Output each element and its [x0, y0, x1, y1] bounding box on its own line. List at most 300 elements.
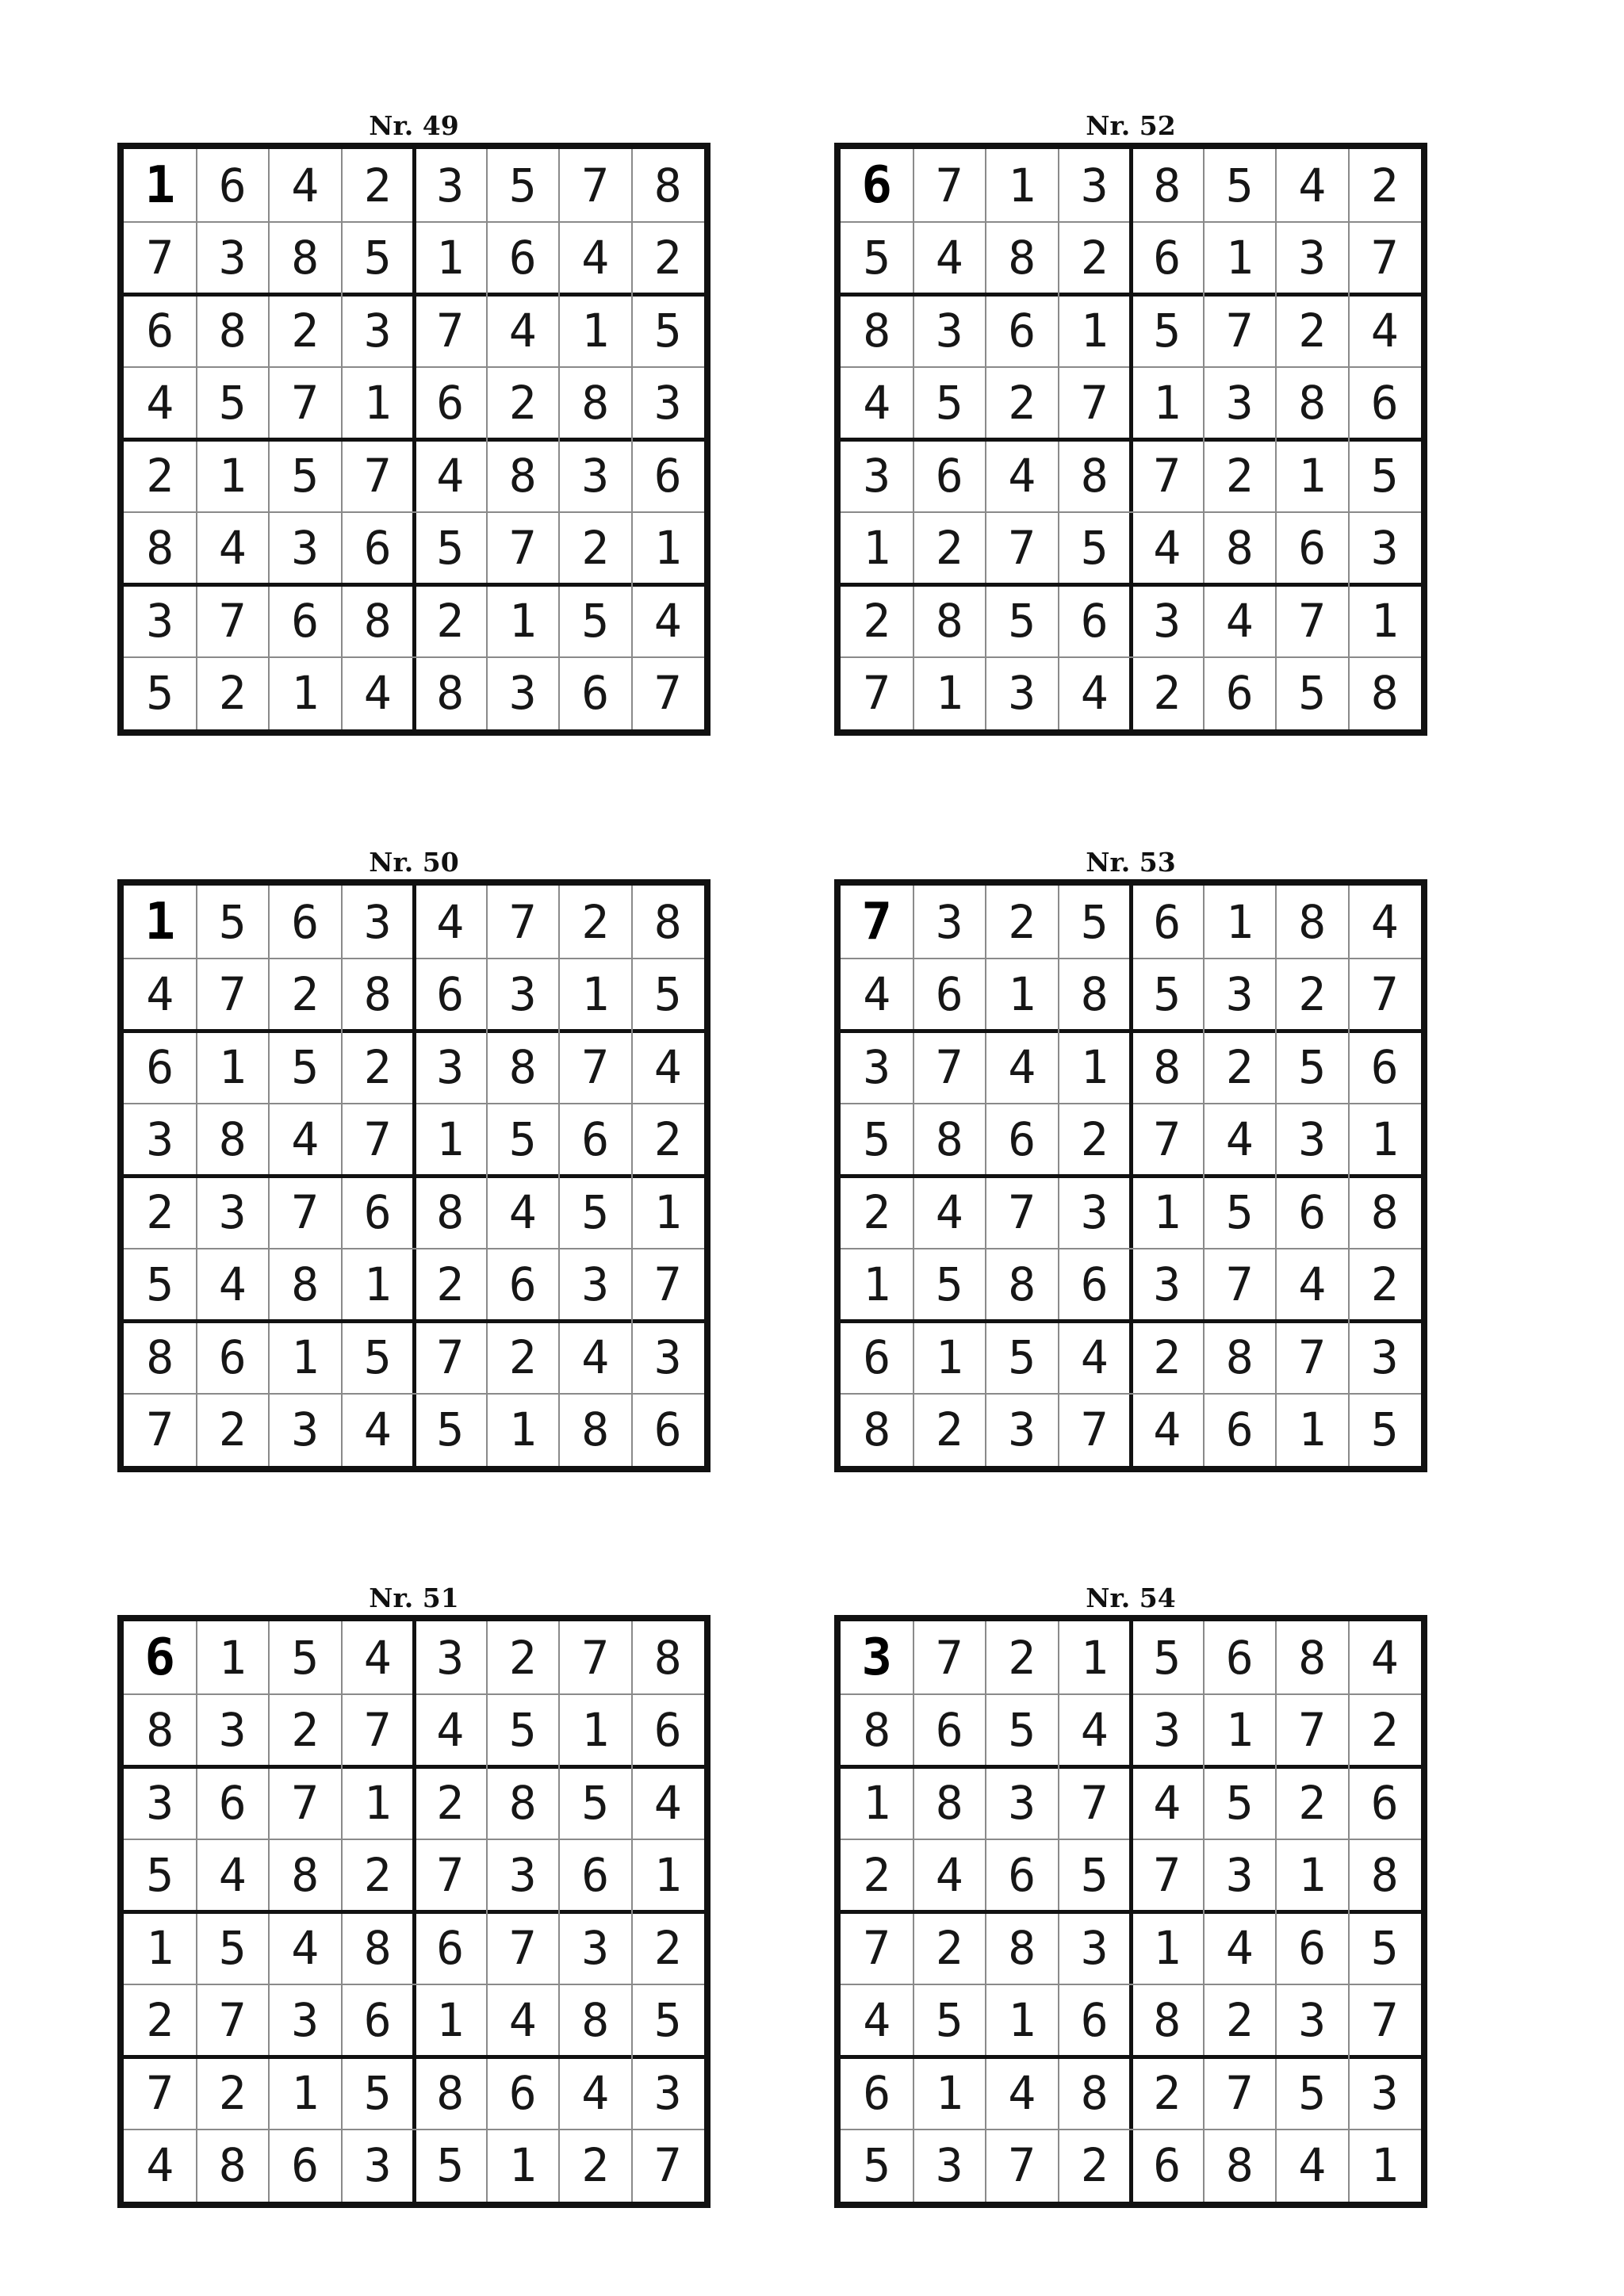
sudoku-cell: 7 [581, 1630, 610, 1685]
sudoku-cell: 1 [1008, 1993, 1036, 2048]
sudoku-cell: 8 [1298, 894, 1327, 949]
sudoku-cell: 8 [1080, 448, 1109, 503]
sudoku-cell: 3 [363, 894, 392, 949]
sudoku-cell: 1 [146, 1920, 174, 1975]
sudoku-cell: 4 [1153, 1402, 1182, 1457]
sudoku-cell: 8 [1370, 1848, 1399, 1903]
puzzle-nr-49 [117, 110, 710, 736]
sudoku-cell: 5 [863, 2138, 891, 2193]
sudoku-cell: 5 [653, 967, 682, 1022]
sudoku-cell: 4 [1370, 1630, 1399, 1685]
sudoku-cell: 6 [146, 303, 174, 358]
sudoku-cell: 5 [218, 894, 247, 949]
sudoku-cell: 6 [508, 231, 537, 285]
sudoku-cell: 3 [436, 1630, 465, 1685]
sudoku-cell: 5 [218, 376, 247, 430]
sudoku-cell: 8 [581, 1402, 610, 1457]
sudoku-cell: 6 [1370, 376, 1399, 430]
sudoku-cell: 5 [581, 1775, 610, 1830]
sudoku-cell: 3 [1225, 1848, 1254, 1903]
sudoku-cell: 8 [1298, 1630, 1327, 1685]
sudoku-cell: 1 [1153, 1920, 1182, 1975]
sudoku-cell: 6 [1008, 303, 1036, 358]
sudoku-cell: 7 [291, 1184, 320, 1239]
sudoku-cell: 6 [1298, 521, 1327, 576]
sudoku-cell: 1 [581, 967, 610, 1022]
sudoku-cell: 3 [218, 1703, 247, 1758]
sudoku-cell: 5 [1080, 521, 1109, 576]
sudoku-cell: 4 [291, 158, 320, 212]
sudoku-cell: 8 [653, 1630, 682, 1685]
sudoku-cell: 2 [146, 448, 174, 503]
sudoku-cell: 2 [1008, 894, 1036, 949]
sudoku-cell: 8 [291, 231, 320, 285]
puzzle-title: Nr. 51 [369, 1582, 459, 1613]
sudoku-cell: 1 [291, 2065, 320, 2120]
sudoku-cell: 1 [1298, 1402, 1327, 1457]
sudoku-cell: 6 [1370, 1039, 1399, 1094]
sudoku-cell: 8 [1080, 967, 1109, 1022]
sudoku-cell: 1 [1370, 593, 1399, 648]
sudoku-cell: 6 [1008, 1848, 1036, 1903]
sudoku-cell: 4 [653, 1775, 682, 1830]
sudoku-cell: 2 [363, 1848, 392, 1903]
sudoku-cell: 4 [1298, 1257, 1327, 1312]
puzzle-title: Nr. 49 [369, 110, 459, 141]
sudoku-cell: 1 [581, 303, 610, 358]
sudoku-cell: 2 [1153, 666, 1182, 721]
puzzle-title: Nr. 53 [1086, 847, 1176, 878]
sudoku-cell: 6 [218, 1330, 247, 1384]
sudoku-cell: 6 [218, 158, 247, 212]
sudoku-cell: 8 [1370, 1184, 1399, 1239]
sudoku-cell: 5 [291, 448, 320, 503]
sudoku-cell: 6 [935, 967, 963, 1022]
sudoku-cell: 4 [436, 894, 465, 949]
sudoku-cell: 2 [146, 1184, 174, 1239]
sudoku-cell: 5 [1298, 666, 1327, 721]
sudoku-cell: 7 [363, 1112, 392, 1167]
sudoku-cell: 1 [508, 1402, 537, 1457]
sudoku-cell: 7 [653, 2138, 682, 2193]
sudoku-cell: 6 [363, 1184, 392, 1239]
sudoku-cell: 7 [1370, 231, 1399, 285]
sudoku-cell: 3 [935, 894, 963, 949]
sudoku-cell: 6 [1225, 1402, 1254, 1457]
sudoku-cell: 5 [218, 1920, 247, 1975]
sudoku-cell: 6 [863, 2065, 891, 2120]
sudoku-cell: 7 [218, 967, 247, 1022]
sudoku-cell: 3 [1370, 1330, 1399, 1384]
sudoku-cell: 8 [291, 1848, 320, 1903]
sudoku-cell: 1 [144, 892, 176, 951]
sudoku-cell: 3 [1008, 1402, 1036, 1457]
sudoku-cell: 5 [581, 1184, 610, 1239]
puzzle-title: Nr. 50 [369, 847, 459, 878]
sudoku-cell: 5 [1153, 967, 1182, 1022]
sudoku-cell: 6 [1370, 1775, 1399, 1830]
sudoku-cell: 5 [508, 1703, 537, 1758]
sudoku-cell: 1 [935, 666, 963, 721]
sudoku-cell: 8 [935, 1112, 963, 1167]
sudoku-cell: 4 [1153, 1775, 1182, 1830]
sudoku-cell: 4 [653, 593, 682, 648]
sudoku-cell: 6 [1008, 1112, 1036, 1167]
sudoku-cell: 7 [1153, 1848, 1182, 1903]
sudoku-cell: 5 [363, 1330, 392, 1384]
sudoku-cell: 1 [863, 521, 891, 576]
sudoku-cell: 4 [581, 1330, 610, 1384]
sudoku-grid [117, 1615, 710, 2208]
sudoku-cell: 6 [1080, 1993, 1109, 2048]
sudoku-cell: 8 [218, 303, 247, 358]
sudoku-cell: 2 [291, 303, 320, 358]
sudoku-cell: 4 [1080, 1330, 1109, 1384]
sudoku-cell: 8 [1008, 1920, 1036, 1975]
sudoku-cell: 3 [291, 1993, 320, 2048]
sudoku-cell: 1 [935, 2065, 963, 2120]
sudoku-cell: 1 [291, 666, 320, 721]
sudoku-cell: 4 [218, 1257, 247, 1312]
sudoku-cell: 3 [1080, 1920, 1109, 1975]
sudoku-cell: 5 [863, 1112, 891, 1167]
sudoku-cell: 6 [508, 1257, 537, 1312]
sudoku-cell: 6 [1225, 666, 1254, 721]
sudoku-cell: 8 [863, 1402, 891, 1457]
sudoku-cell: 2 [1298, 1775, 1327, 1830]
sudoku-cell: 3 [363, 2138, 392, 2193]
sudoku-cell: 7 [581, 1039, 610, 1094]
sudoku-cell: 2 [581, 2138, 610, 2193]
sudoku-grid [117, 879, 710, 1472]
sudoku-cell: 6 [1080, 1257, 1109, 1312]
sudoku-cell: 2 [363, 1039, 392, 1094]
sudoku-cell: 6 [581, 1112, 610, 1167]
sudoku-cell: 4 [1080, 1703, 1109, 1758]
sudoku-cell: 1 [1370, 1112, 1399, 1167]
sudoku-cell: 6 [863, 1330, 891, 1384]
sudoku-cell: 1 [1153, 376, 1182, 430]
sudoku-cell: 1 [1008, 158, 1036, 212]
sudoku-cell: 7 [1370, 967, 1399, 1022]
sudoku-cell: 8 [1153, 1993, 1182, 2048]
sudoku-cell: 3 [1008, 1775, 1036, 1830]
sudoku-cell: 4 [1153, 521, 1182, 576]
sudoku-cell: 7 [1080, 1402, 1109, 1457]
sudoku-cell: 6 [291, 2138, 320, 2193]
sudoku-cell: 3 [508, 666, 537, 721]
sudoku-cell: 1 [1298, 448, 1327, 503]
sudoku-cell: 2 [653, 1920, 682, 1975]
sudoku-grid [834, 143, 1427, 736]
sudoku-cell: 3 [218, 231, 247, 285]
sudoku-cell: 2 [935, 1920, 963, 1975]
sudoku-cell: 3 [1153, 593, 1182, 648]
sudoku-cell: 2 [863, 1184, 891, 1239]
sudoku-cell: 6 [218, 1775, 247, 1830]
sudoku-cell: 1 [363, 1257, 392, 1312]
sudoku-cell: 2 [935, 521, 963, 576]
sudoku-cell: 6 [935, 448, 963, 503]
sudoku-cell: 7 [363, 1703, 392, 1758]
sudoku-cell: 2 [218, 2065, 247, 2120]
sudoku-cell: 7 [935, 1630, 963, 1685]
sudoku-cell: 3 [291, 1402, 320, 1457]
sudoku-cell: 7 [863, 666, 891, 721]
sudoku-cell: 3 [218, 1184, 247, 1239]
sudoku-cell: 6 [581, 1848, 610, 1903]
sudoku-cell: 6 [581, 666, 610, 721]
sudoku-cell: 7 [935, 158, 963, 212]
sudoku-cell: 2 [1008, 376, 1036, 430]
sudoku-cell: 2 [508, 1630, 537, 1685]
sudoku-cell: 6 [653, 1402, 682, 1457]
puzzle-nr-53 [834, 847, 1427, 1472]
sudoku-cell: 8 [1153, 158, 1182, 212]
sudoku-cell: 1 [1080, 1630, 1109, 1685]
sudoku-cell: 2 [1225, 448, 1254, 503]
sudoku-cell: 8 [291, 1257, 320, 1312]
sudoku-cell: 2 [863, 1848, 891, 1903]
sudoku-cell: 8 [653, 158, 682, 212]
sudoku-cell: 2 [436, 593, 465, 648]
sudoku-cell: 1 [1225, 1703, 1254, 1758]
sudoku-cell: 2 [1153, 1330, 1182, 1384]
sudoku-cell: 8 [508, 1775, 537, 1830]
sudoku-cell: 3 [653, 376, 682, 430]
sudoku-cell: 8 [436, 666, 465, 721]
sudoku-cell: 3 [935, 2138, 963, 2193]
sudoku-cell: 5 [436, 521, 465, 576]
sudoku-cell: 5 [935, 1993, 963, 2048]
sudoku-cell: 6 [653, 1703, 682, 1758]
sudoku-cell: 5 [1225, 1184, 1254, 1239]
puzzle-title: Nr. 52 [1086, 110, 1176, 141]
sudoku-cell: 2 [1225, 1993, 1254, 2048]
puzzle-nr-50 [117, 847, 710, 1472]
sudoku-cell: 8 [146, 1703, 174, 1758]
sudoku-cell: 4 [1008, 448, 1036, 503]
sudoku-cell: 5 [146, 1848, 174, 1903]
sudoku-cell: 7 [146, 2065, 174, 2120]
sudoku-cell: 1 [218, 448, 247, 503]
sudoku-cell: 2 [1008, 1630, 1036, 1685]
sudoku-cell: 8 [363, 967, 392, 1022]
sudoku-cell: 6 [508, 2065, 537, 2120]
sudoku-cell: 8 [581, 376, 610, 430]
sudoku-cell: 5 [935, 1257, 963, 1312]
sudoku-cell: 6 [363, 521, 392, 576]
sudoku-cell: 5 [1008, 1330, 1036, 1384]
sudoku-cell: 5 [1153, 1630, 1182, 1685]
sudoku-cell: 2 [581, 521, 610, 576]
sudoku-cell: 5 [1370, 448, 1399, 503]
sudoku-cell: 1 [508, 593, 537, 648]
sudoku-cell: 3 [291, 521, 320, 576]
sudoku-cell: 4 [436, 1703, 465, 1758]
sudoku-cell: 2 [1298, 967, 1327, 1022]
sudoku-cell: 3 [653, 1330, 682, 1384]
sudoku-cell: 7 [218, 593, 247, 648]
sudoku-cell: 6 [1153, 231, 1182, 285]
sudoku-cell: 5 [1370, 1920, 1399, 1975]
sudoku-cell: 7 [1153, 448, 1182, 503]
sudoku-cell: 1 [653, 521, 682, 576]
sudoku-cell: 3 [1225, 967, 1254, 1022]
sudoku-cell: 7 [1298, 1703, 1327, 1758]
sudoku-cell: 4 [291, 1920, 320, 1975]
sudoku-cell: 6 [1298, 1920, 1327, 1975]
sudoku-cell: 2 [653, 1112, 682, 1167]
sudoku-cell: 1 [436, 1112, 465, 1167]
sudoku-cell: 7 [1080, 376, 1109, 430]
sudoku-cell: 5 [1008, 593, 1036, 648]
sudoku-cell: 1 [1080, 1039, 1109, 1094]
sudoku-cell: 3 [436, 1039, 465, 1094]
sudoku-cell: 6 [653, 448, 682, 503]
sudoku-cell: 8 [863, 1703, 891, 1758]
sudoku-cell: 4 [863, 1993, 891, 2048]
sudoku-cell: 3 [146, 1112, 174, 1167]
sudoku-cell: 3 [1153, 1257, 1182, 1312]
sudoku-cell: 3 [1298, 231, 1327, 285]
sudoku-cell: 4 [935, 231, 963, 285]
sudoku-cell: 3 [1370, 521, 1399, 576]
sudoku-cell: 4 [863, 967, 891, 1022]
sudoku-cell: 2 [218, 666, 247, 721]
sudoku-cell: 6 [861, 155, 893, 215]
sudoku-cell: 5 [436, 1402, 465, 1457]
sudoku-cell: 5 [1080, 1848, 1109, 1903]
sudoku-cell: 3 [508, 1848, 537, 1903]
sudoku-cell: 1 [436, 231, 465, 285]
sudoku-cell: 3 [861, 1628, 893, 1687]
sudoku-cell: 3 [935, 303, 963, 358]
sudoku-cell: 3 [146, 1775, 174, 1830]
sudoku-cell: 4 [581, 231, 610, 285]
sudoku-cell: 3 [1298, 1112, 1327, 1167]
sudoku-cell: 6 [436, 376, 465, 430]
sudoku-cell: 2 [508, 1330, 537, 1384]
sudoku-cell: 4 [863, 376, 891, 430]
sudoku-cell: 2 [935, 1402, 963, 1457]
sudoku-cell: 7 [146, 231, 174, 285]
sudoku-cell: 4 [1370, 303, 1399, 358]
sudoku-cell: 8 [653, 894, 682, 949]
sudoku-cell: 5 [1370, 1402, 1399, 1457]
sudoku-cell: 6 [291, 894, 320, 949]
sudoku-cell: 8 [146, 1330, 174, 1384]
sudoku-cell: 2 [291, 967, 320, 1022]
sudoku-cell: 7 [291, 376, 320, 430]
sudoku-cell: 3 [581, 448, 610, 503]
sudoku-cell: 8 [508, 448, 537, 503]
sudoku-cell: 3 [581, 1920, 610, 1975]
sudoku-cell: 5 [146, 666, 174, 721]
sudoku-cell: 3 [863, 448, 891, 503]
sudoku-cell: 8 [363, 1920, 392, 1975]
sudoku-cell: 6 [436, 967, 465, 1022]
sudoku-cell: 7 [1008, 521, 1036, 576]
sudoku-cell: 7 [436, 303, 465, 358]
sudoku-cell: 4 [1225, 1112, 1254, 1167]
sudoku-cell: 1 [1225, 894, 1254, 949]
sudoku-cell: 7 [935, 1039, 963, 1094]
sudoku-cell: 8 [508, 1039, 537, 1094]
sudoku-cell: 7 [218, 1993, 247, 2048]
sudoku-cell: 7 [291, 1775, 320, 1830]
sudoku-cell: 2 [1370, 158, 1399, 212]
sudoku-cell: 3 [146, 593, 174, 648]
sudoku-cell: 4 [291, 1112, 320, 1167]
sudoku-cell: 4 [508, 1993, 537, 2048]
sudoku-cell: 4 [436, 448, 465, 503]
sudoku-cell: 4 [1370, 894, 1399, 949]
sudoku-cell: 7 [1080, 1775, 1109, 1830]
sudoku-cell: 6 [436, 1920, 465, 1975]
sudoku-cell: 4 [1225, 1920, 1254, 1975]
sudoku-cell: 6 [1225, 1630, 1254, 1685]
sudoku-cell: 8 [218, 1112, 247, 1167]
sudoku-cell: 4 [508, 1184, 537, 1239]
sudoku-cell: 6 [935, 1703, 963, 1758]
sudoku-cell: 4 [146, 2138, 174, 2193]
sudoku-cell: 6 [1153, 894, 1182, 949]
sudoku-cell: 5 [1008, 1703, 1036, 1758]
puzzle-nr-51 [117, 1582, 710, 2208]
sudoku-cell: 3 [653, 2065, 682, 2120]
sudoku-cell: 1 [291, 1330, 320, 1384]
sudoku-cell: 2 [1153, 2065, 1182, 2120]
sudoku-cell: 2 [1080, 2138, 1109, 2193]
sudoku-cell: 3 [1370, 2065, 1399, 2120]
sudoku-cell: 7 [863, 1920, 891, 1975]
sudoku-cell: 1 [863, 1257, 891, 1312]
sudoku-cell: 1 [653, 1848, 682, 1903]
sudoku-cell: 2 [291, 1703, 320, 1758]
sudoku-cell: 5 [508, 158, 537, 212]
sudoku-grid [117, 143, 710, 736]
sudoku-cell: 8 [1153, 1039, 1182, 1094]
sudoku-cell: 8 [436, 1184, 465, 1239]
sudoku-cell: 4 [581, 2065, 610, 2120]
sudoku-cell: 2 [508, 376, 537, 430]
sudoku-cell: 7 [363, 448, 392, 503]
sudoku-cell: 5 [508, 1112, 537, 1167]
sudoku-cell: 5 [146, 1257, 174, 1312]
sudoku-cell: 5 [1225, 158, 1254, 212]
sudoku-cell: 1 [1080, 303, 1109, 358]
sudoku-cell: 5 [1153, 303, 1182, 358]
sudoku-cell: 5 [291, 1039, 320, 1094]
sudoku-cell: 7 [653, 666, 682, 721]
sudoku-cell: 4 [653, 1039, 682, 1094]
sudoku-cell: 5 [363, 2065, 392, 2120]
sudoku-cell: 2 [863, 593, 891, 648]
sudoku-cell: 7 [508, 894, 537, 949]
sudoku-cell: 5 [1298, 1039, 1327, 1094]
sudoku-cell: 4 [146, 376, 174, 430]
sudoku-cell: 8 [1370, 666, 1399, 721]
sudoku-cell: 4 [363, 1630, 392, 1685]
sudoku-cell: 5 [436, 2138, 465, 2193]
sudoku-cell: 1 [218, 1630, 247, 1685]
sudoku-cell: 2 [653, 231, 682, 285]
sudoku-cell: 2 [363, 158, 392, 212]
sudoku-cell: 7 [1298, 593, 1327, 648]
sudoku-cell: 6 [1298, 1184, 1327, 1239]
sudoku-cell: 8 [1298, 376, 1327, 430]
